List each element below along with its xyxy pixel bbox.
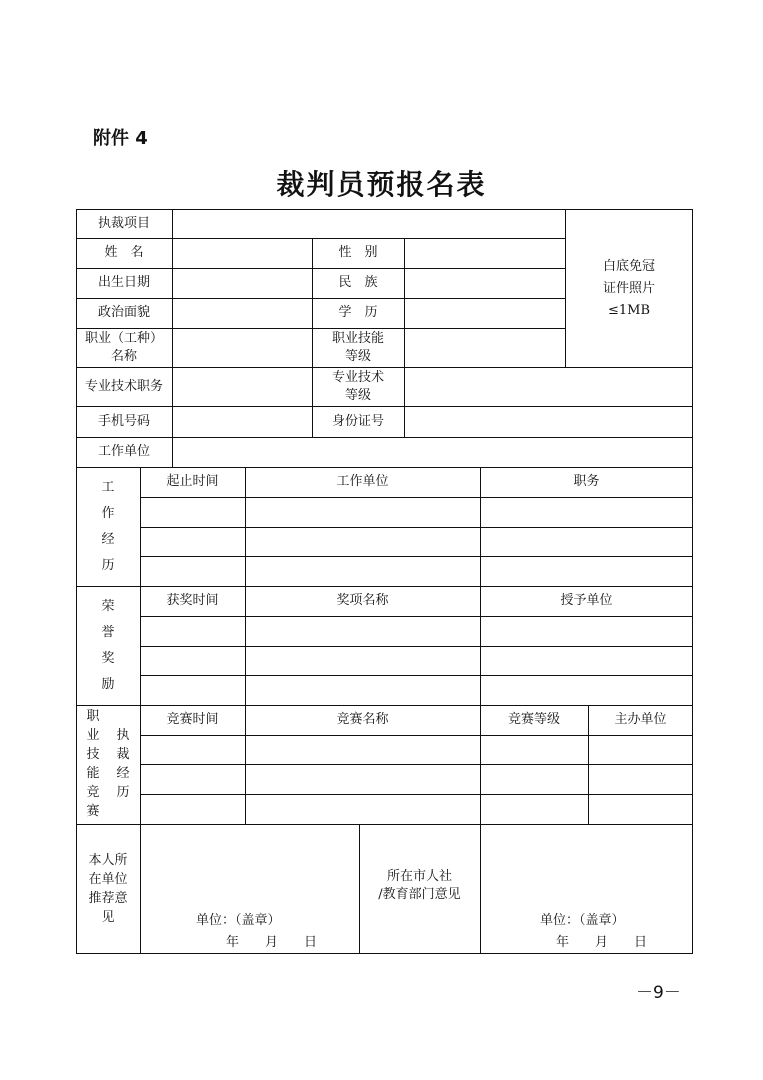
competition-label-left: 职 业 技 能 竞 赛 xyxy=(86,709,100,819)
politics-field[interactable] xyxy=(173,299,312,328)
competition-date-header: 竞赛时间 xyxy=(166,712,219,727)
phone-field[interactable] xyxy=(173,407,312,437)
competition-level-header: 竞赛等级 xyxy=(507,712,560,727)
occupation-field[interactable] xyxy=(173,329,312,367)
id-number-label: 身份证号 xyxy=(331,413,384,429)
row-divider xyxy=(140,675,693,676)
skill-level-field[interactable] xyxy=(405,329,565,367)
tech-title-label: 专业技术职务 xyxy=(84,378,163,394)
table-border-bottom xyxy=(76,953,693,954)
row-divider xyxy=(140,735,693,736)
competition-name-header: 竞赛名称 xyxy=(336,712,389,727)
competition-organizer-header: 主办单位 xyxy=(614,712,667,727)
event-label: 执裁项目 xyxy=(97,215,150,231)
ethnicity-field[interactable] xyxy=(405,269,565,298)
row-divider xyxy=(140,764,693,765)
id-number-field[interactable] xyxy=(405,407,692,437)
page-number: －9－ xyxy=(636,983,681,1003)
row-divider xyxy=(140,497,693,498)
tech-title-field[interactable] xyxy=(173,368,312,406)
bureau-opinion-label: 所在市人社 /教育部门意见 xyxy=(378,869,461,902)
photo-placeholder[interactable]: 白底免冠 证件照片 ≤1MB xyxy=(602,259,655,318)
work-history-label: 工 作 经 历 xyxy=(101,479,115,573)
col-divider xyxy=(245,467,246,824)
education-field[interactable] xyxy=(405,299,565,328)
skill-level-label: 职业技能 等级 xyxy=(331,330,384,364)
phone-label: 手机号码 xyxy=(97,413,150,429)
row-divider xyxy=(140,646,693,647)
row-divider xyxy=(76,824,693,825)
table-border-right xyxy=(692,209,693,954)
name-field[interactable] xyxy=(173,239,312,268)
competition-label-right: 执 裁 经 历 xyxy=(116,728,130,800)
row-divider xyxy=(140,556,693,557)
employer-label: 工作单位 xyxy=(97,444,150,459)
occupation-label: 职业（工种） 名称 xyxy=(84,330,163,364)
bureau-seal-text: 单位：（盖章） xyxy=(540,913,625,928)
birth-label: 出生日期 xyxy=(97,275,150,290)
award-date-header: 获奖时间 xyxy=(166,593,219,608)
honors-label: 荣 誉 奖 励 xyxy=(101,598,115,692)
event-field[interactable] xyxy=(173,210,565,238)
recommendation-label: 本人所 在单位 推荐意 见 xyxy=(88,853,128,925)
recommendation-date: 年 月 日 xyxy=(226,935,318,950)
row-divider xyxy=(140,794,693,795)
annex-label: 附件 4 xyxy=(93,128,148,149)
gender-label: 性 别 xyxy=(338,245,378,260)
tech-level-field[interactable] xyxy=(405,368,692,406)
work-period-header: 起止时间 xyxy=(166,474,219,489)
work-employer-header: 工作单位 xyxy=(336,474,389,489)
unit-seal-text: 单位：（盖章） xyxy=(196,913,281,928)
page-title: 裁判员预报名表 xyxy=(276,168,487,201)
employer-field[interactable] xyxy=(173,438,692,467)
row-divider xyxy=(140,616,693,617)
work-position-header: 职务 xyxy=(573,474,600,489)
tech-level-label: 专业技术 等级 xyxy=(331,369,384,403)
bureau-date: 年 月 日 xyxy=(556,935,648,950)
award-issuer-header: 授予单位 xyxy=(560,593,613,608)
ethnicity-label: 民 族 xyxy=(338,275,378,290)
politics-label: 政治面貌 xyxy=(97,305,150,320)
education-label: 学 历 xyxy=(338,305,378,320)
award-name-header: 奖项名称 xyxy=(336,593,389,608)
birth-field[interactable] xyxy=(173,269,312,298)
registration-form-table xyxy=(76,209,693,954)
row-divider xyxy=(140,527,693,528)
gender-field[interactable] xyxy=(405,239,565,268)
name-label: 姓 名 xyxy=(104,245,144,260)
